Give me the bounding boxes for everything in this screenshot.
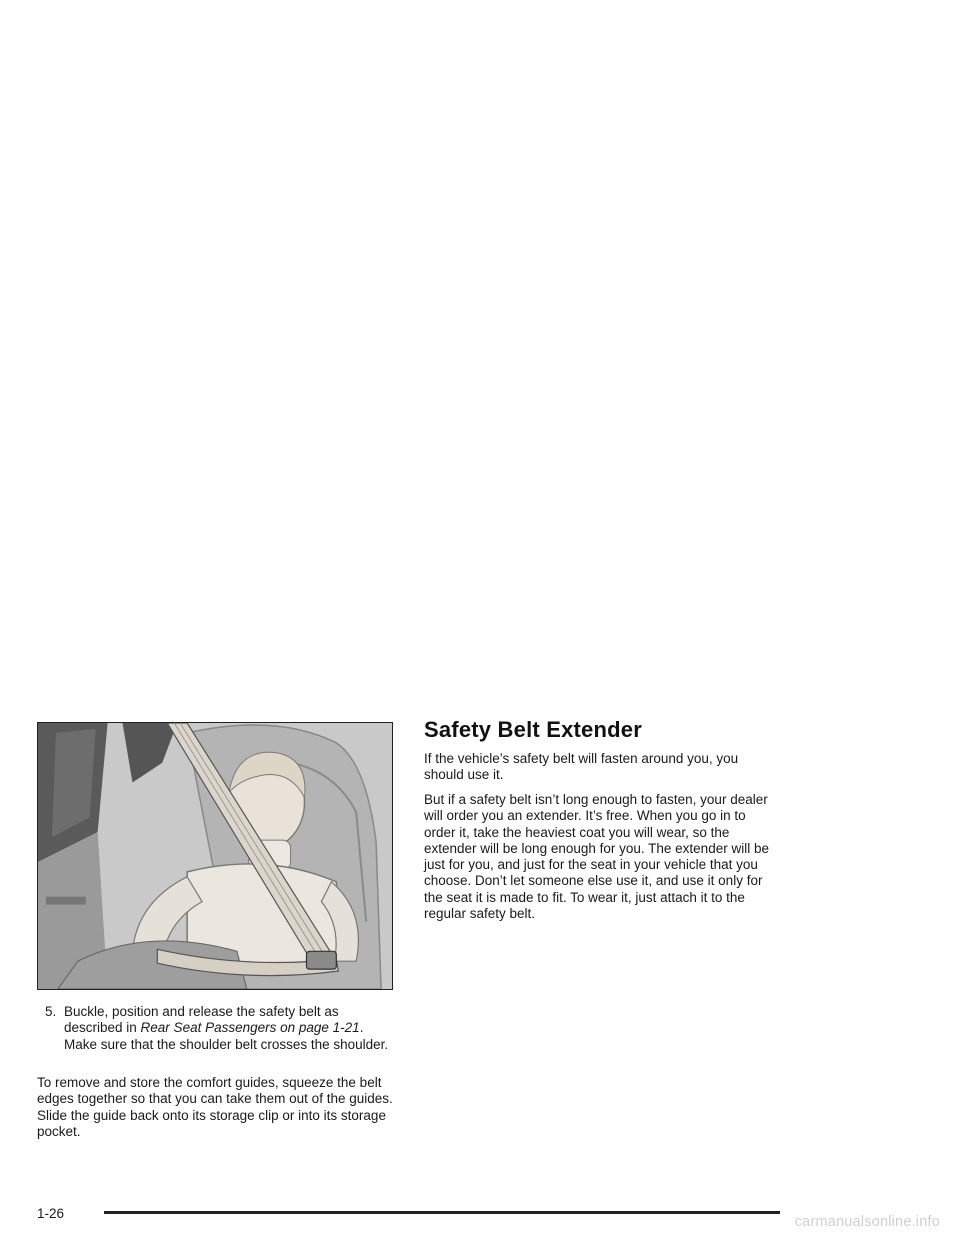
footer-rule: [104, 1211, 780, 1214]
step-text-after: . Make sure that the shoulder belt crosses the shoulder.: [64, 1020, 389, 1052]
extender-paragraph-1: If the vehicle’s safety belt will fasten around you, you should use it.: [424, 751, 739, 783]
storage-paragraph: To remove and store the comfort guides, squeeze the belt edges together so that you can take them out of the guides. Slide the guide back onto its storage clip or into its storage pocket.: [37, 1075, 393, 1139]
step-text-before: Buckle, position and release the safety belt as described in: [64, 1004, 339, 1036]
watermark: carmanualsonline.info: [794, 1214, 940, 1230]
extender-paragraph-2: But if a safety belt isn’t long enough to fasten, your dealer will order you an extender. It’s free. When you go in to order it, take the heaviest coat you will wear, so the extender will be long enough for you. The extender will be just for you, and just for the seat in your vehicle that you choose. Don’t let someone else use it, and use it only for the seat it is made to fit. To wear it, just attach it to the regular safety belt.: [424, 792, 769, 922]
step-number: 5.: [45, 1004, 57, 1019]
cross-reference-link: Rear Seat Passengers on page 1-21: [140, 1020, 360, 1036]
child-safety-belt-illustration: [37, 722, 393, 990]
instruction-step-5: [45, 1004, 395, 1053]
page-number: 1-26: [37, 1206, 65, 1221]
illustration-drawing: [38, 723, 392, 989]
section-heading: Safety Belt Extender: [424, 717, 642, 742]
step-text: [64, 1004, 395, 1053]
